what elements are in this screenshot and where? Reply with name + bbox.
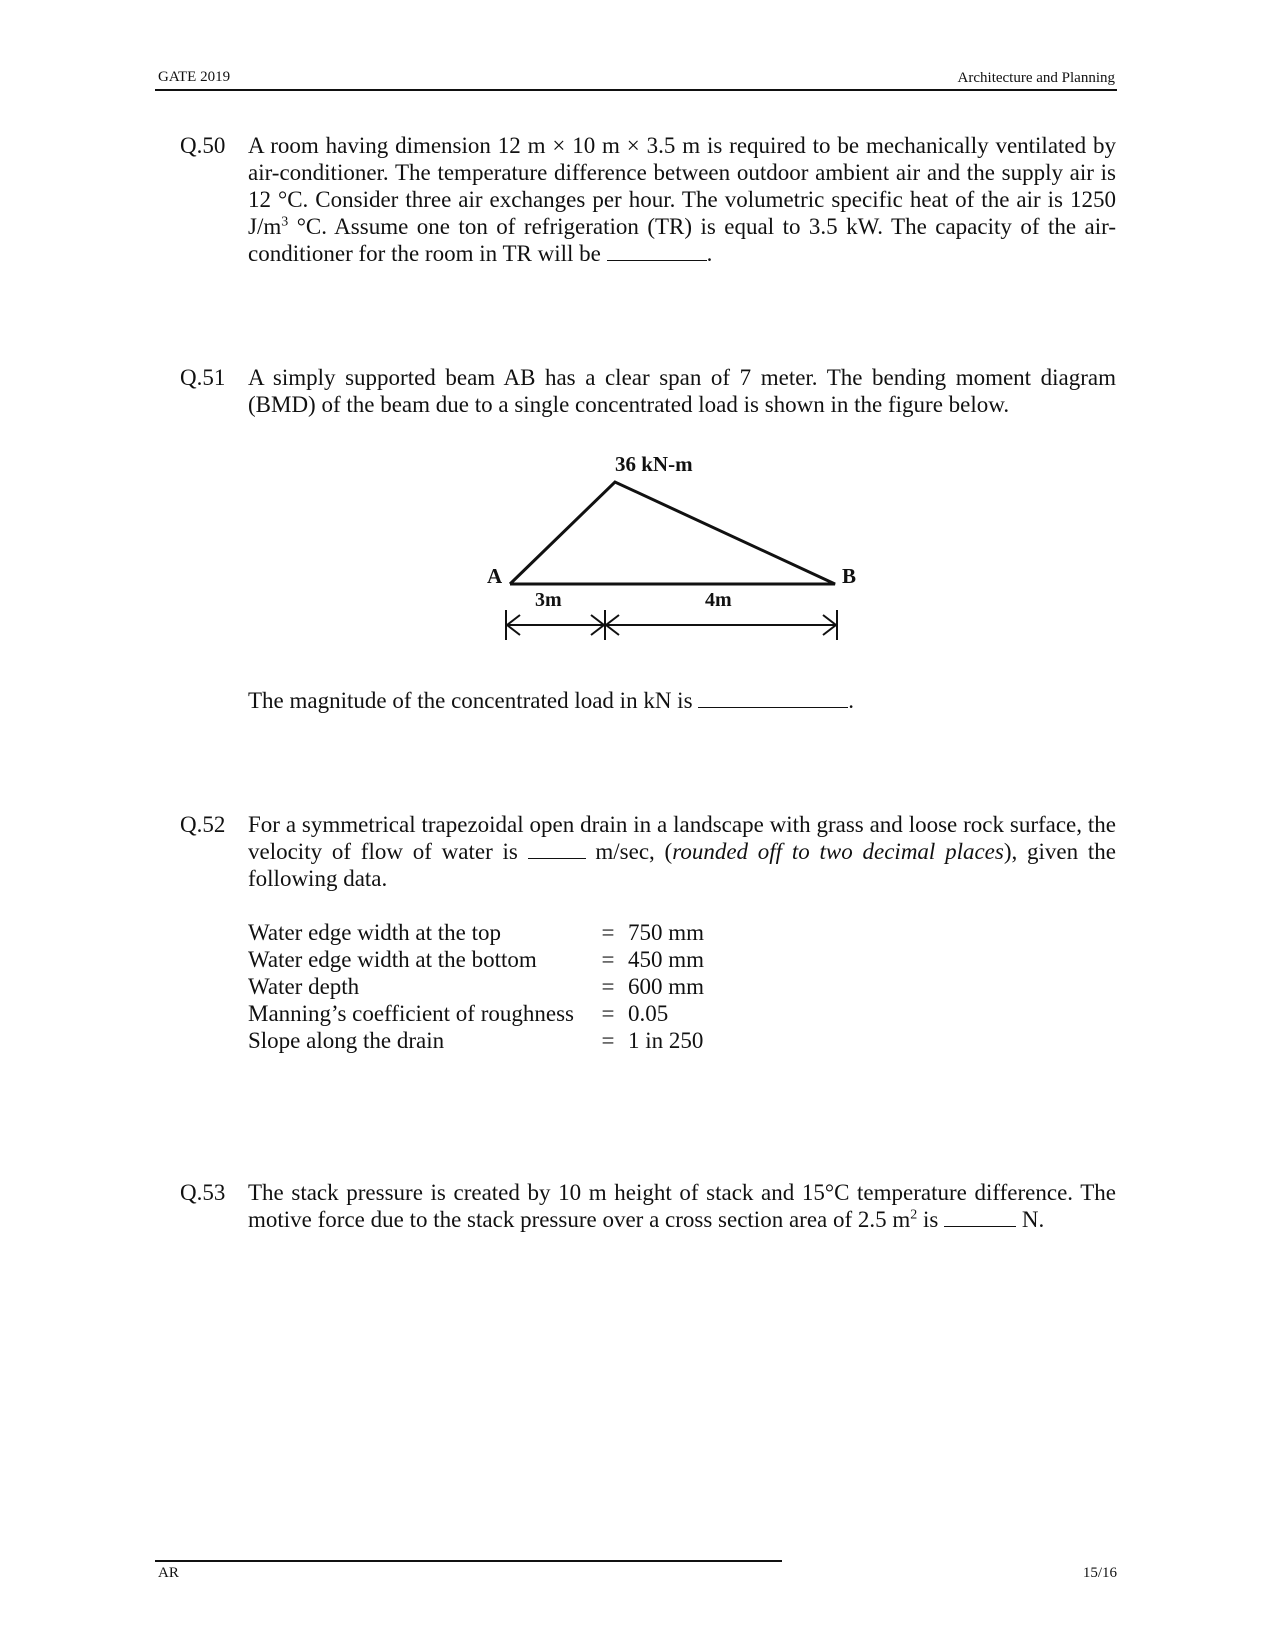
- question-text: A room having dimension 12 m × 10 m × 3.5 m is required to be mechanically ventilated by air-conditioner. The temperature difference between outdoor ambient air and the supply air is 12 °C. Consider three air exchanges per hour. The volumetric specific heat of the air is 1250 $J/m^3$ °C. Assume one ton of refrigeration (TR) is equal to 3.5 kW. The capacity of the air-conditioner for the room in TR will be .: [248, 133, 1116, 266]
- question-51-prompt: The magnitude of the concentrated load in kN is .: [248, 688, 855, 713]
- question-number: Q.52: [180, 812, 226, 837]
- footer-rule: [155, 1560, 782, 1562]
- support-b-label: B: [842, 564, 857, 588]
- data-row: Slope along the drain = 1 in 250: [248, 1028, 704, 1053]
- question-text: For a symmetrical trapezoidal open drain in a landscape with grass and loose rock surface, the velocity of flow of water is m/sec, (rounded off to two decimal places), given the following data.: [248, 812, 1117, 891]
- data-row: Water depth = 600 mm: [248, 974, 705, 999]
- answer-blank: [698, 687, 848, 708]
- footer-paper-code: AR: [158, 1565, 179, 1581]
- question-52: [180, 811, 1116, 892]
- question-number: Q.51: [180, 365, 226, 390]
- data-row: Manning’s coefficient of roughness = 0.05: [248, 1001, 669, 1026]
- bending-moment-diagram: [480, 450, 860, 650]
- data-row: Water edge width at the bottom = 450 mm: [248, 947, 705, 972]
- page-number: 15/16: [1082, 1565, 1117, 1581]
- header-exam-title: GATE 2019: [158, 69, 231, 85]
- header-subject: Architecture and Planning: [957, 70, 1115, 86]
- question-53: [180, 1179, 1116, 1233]
- drain-data-table: [248, 919, 704, 1054]
- data-row: Water edge width at the top = 750 mm: [248, 920, 705, 945]
- question-number: Q.53: [180, 1180, 226, 1205]
- dimension-4m-label: 4m: [705, 589, 732, 611]
- dimension-3m-label: 3m: [535, 589, 562, 611]
- peak-moment-label: 36 kN-m: [615, 452, 693, 476]
- answer-blank: [944, 1206, 1016, 1227]
- question-51: [180, 364, 1116, 418]
- question-50: [180, 132, 1116, 267]
- question-text: The stack pressure is created by 10 m height of stack and 15°C temperature difference. The motive force due to the stack pressure over a cross section area of 2.5 $m^2$ is N.: [248, 1180, 1116, 1232]
- question-number: Q.50: [180, 133, 226, 158]
- support-a-label: A: [487, 564, 503, 588]
- bmd-outline: [510, 482, 835, 584]
- answer-blank: [607, 240, 707, 261]
- dimension-line: [506, 610, 837, 640]
- header-rule: [155, 89, 1117, 91]
- answer-blank: [528, 838, 586, 859]
- question-text: A simply supported beam AB has a clear span of 7 meter. The bending moment diagram (BMD) of the beam due to a single concentrated load is shown in the figure below.: [248, 365, 1116, 417]
